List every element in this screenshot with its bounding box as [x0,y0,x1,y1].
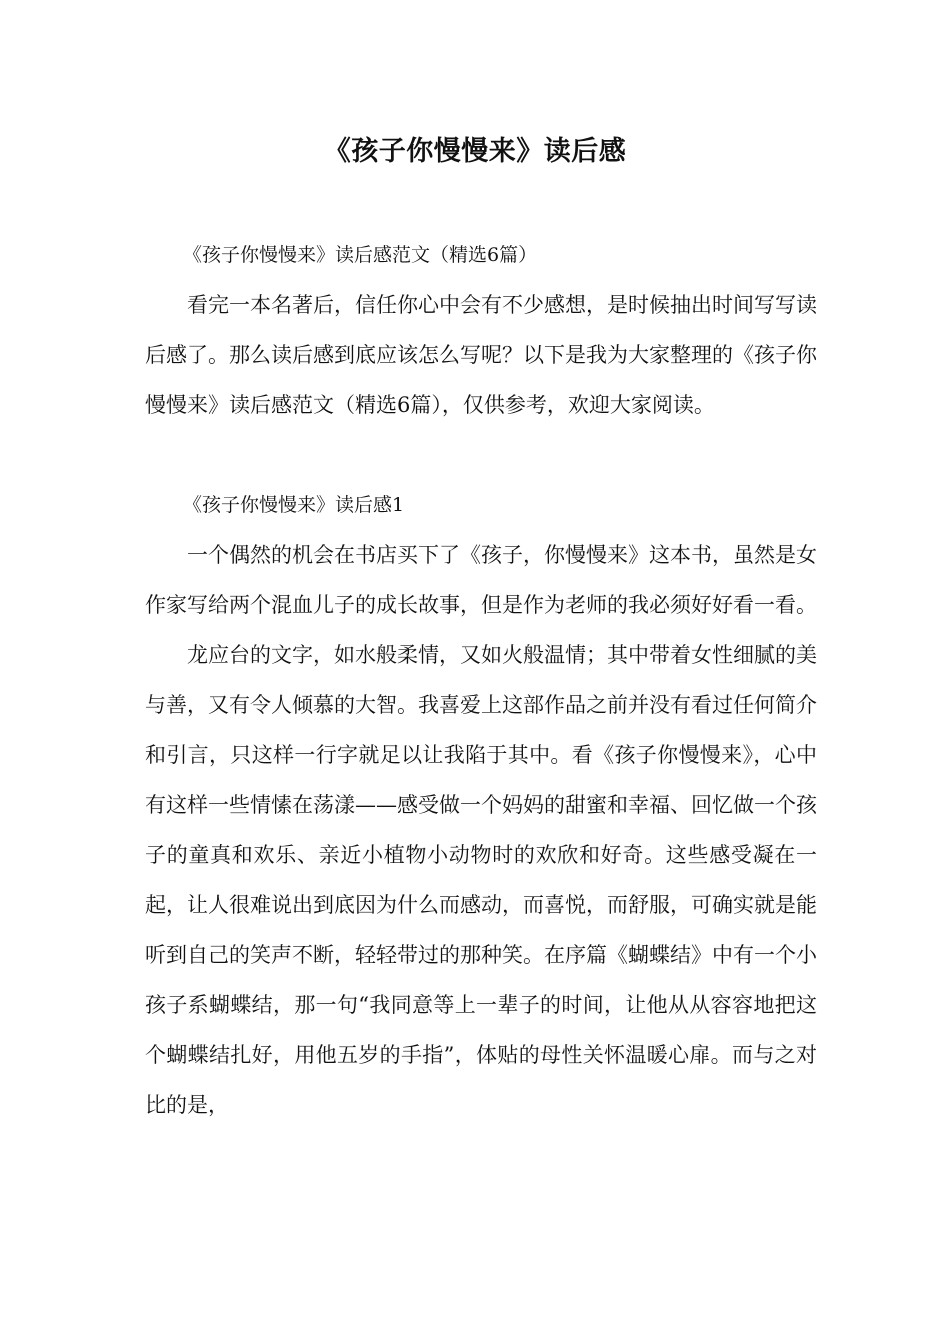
intro-heading: 《孩子你慢慢来》读后感范文（精选6篇） [183,244,538,266]
document-body [145,230,817,1130]
section-spacer [145,430,817,480]
section1-paragraph-2: 龙应台的文字，如水般柔情，又如火般温情；其中带着女性细腻的美与善，又有令人倾慕的大智。我喜爱上这部作品之前并没有看过任何简介和引言，只这样一行字就足以让我陷于其中。看《孩子你慢慢来》，心中有这样一些情愫在荡漾——感受做一个妈妈的甜蜜和幸福、回忆做一个孩子的童真和欢乐、亲近小植物小动物时的欢欣和好奇。这些感受凝在一起，让人很难说出到底因为什么而感动，而喜悦，而舒服，可确实就是能听到自己的笑声不断，轻轻带过的那种笑。在序篇《蝴蝶结》中有一个小孩子系蝴蝶结，那一句“我同意等上一辈子的时间，让他从从容容地把这个蝴蝶结扎好，用他五岁的手指”，体贴的母性关怀温暖心扉。而与之对比的是， [145,643,817,1117]
section1-heading: 《孩子你慢慢来》读后感1 [183,494,405,516]
document-title: 《孩子你慢慢来》读后感 [323,136,627,167]
intro-paragraph: 看完一本名著后，信任你心中会有不少感想，是时候抽出时间写写读后感了。那么读后感到底应该怎么写呢？以下是我为大家整理的《孩子你慢慢来》读后感范文（精选6篇），仅供参考，欢迎大家阅读。 [145,293,817,417]
section1-paragraph-1: 一个偶然的机会在书店买下了《孩子，你慢慢来》这本书，虽然是女作家写给两个混血儿子的成长故事，但是作为老师的我必须好好看一看。 [145,543,817,617]
